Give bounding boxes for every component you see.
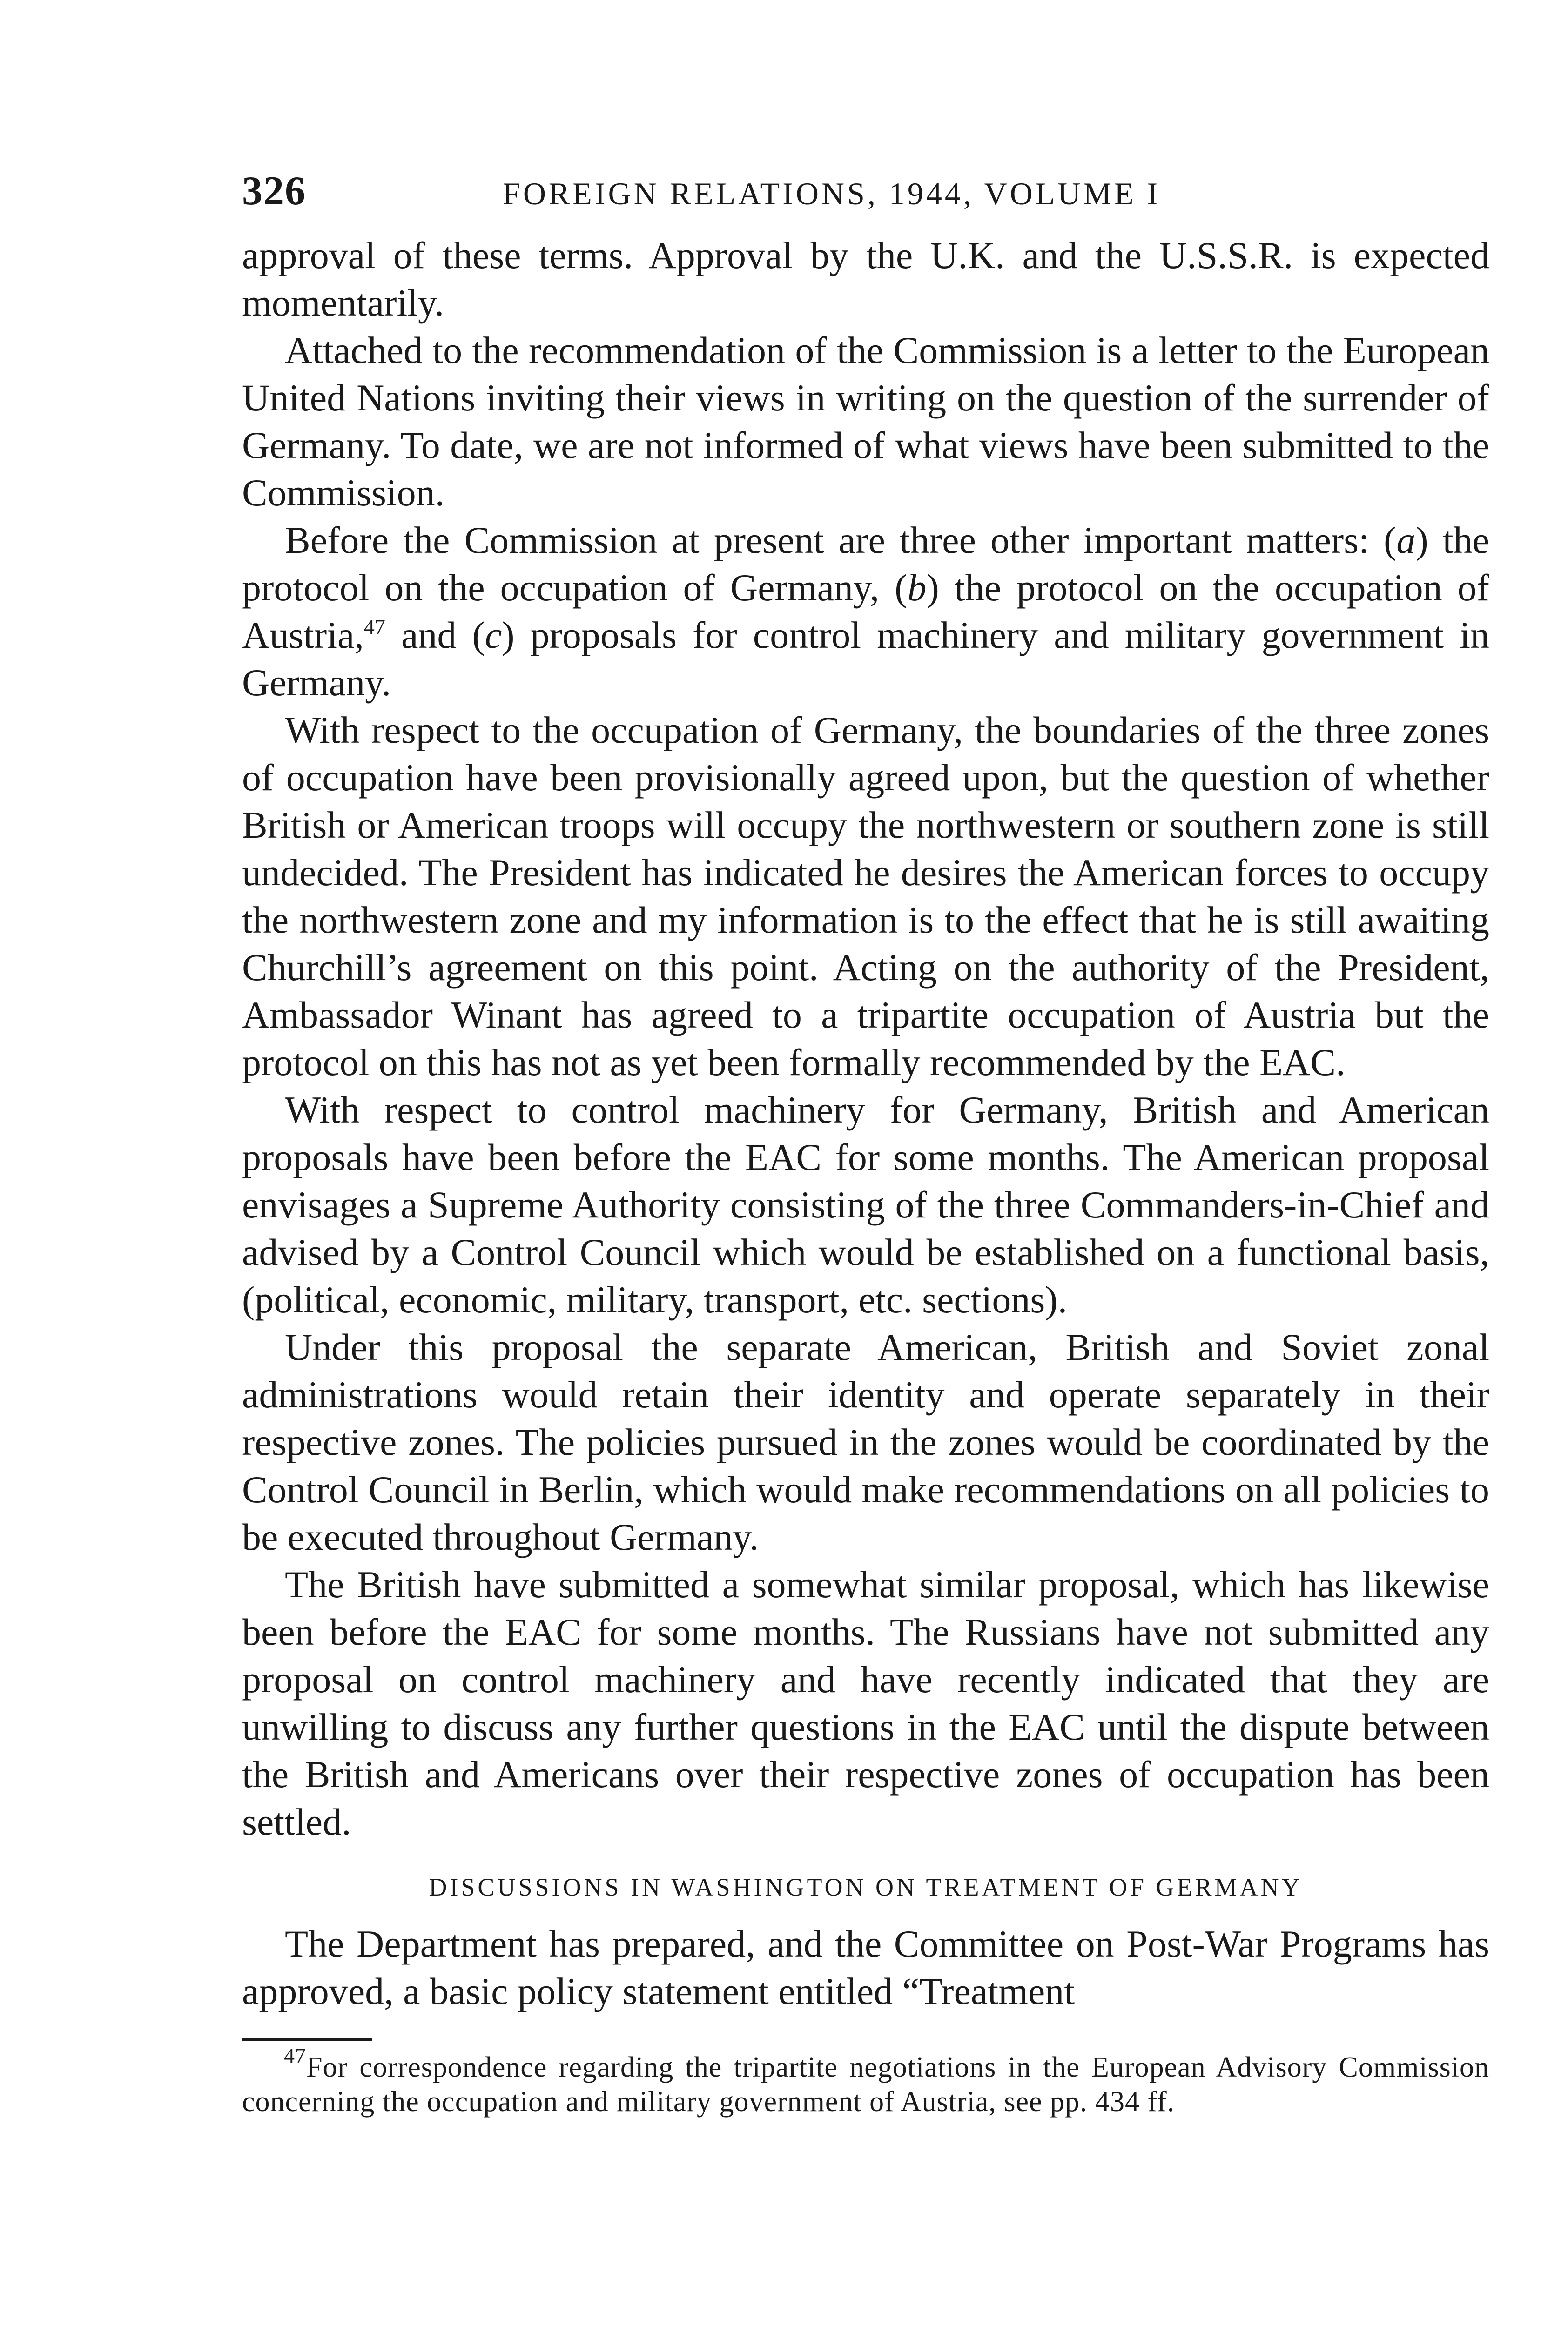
paragraph-policy-statement: The Department has prepared, and the Committee on Post-War Programs has approved, a basic policy statement entitled “Treatment [242,1923,1489,2012]
text-run: ) the protocol on the occupation of Austria, [242,566,1489,656]
text-run: and ( [385,614,485,656]
enum-a: a [1396,519,1416,561]
text-run: ) the protocol on the occupation of Germany, ( [242,519,1489,609]
running-title: FOREIGN RELATIONS, 1944, VOLUME I [503,176,1161,211]
running-head [242,168,1489,228]
footnote-marker: 47 [284,2044,306,2067]
page-number: 326 [242,168,306,214]
footnote-reference[interactable]: 47 [363,615,385,639]
body-text [242,232,1489,1846]
text-run: ) proposals for control machinery and military government in Germany. [242,614,1489,704]
paragraph-continued: approval of these terms. Approval by the U.K. and the U.S.S.R. is expected momentarily. [242,234,1489,324]
footnote [242,2044,1489,2119]
paragraph-british-proposal: The British have submitted a somewhat similar proposal, which has likewise been before the EAC for some months. The Russians have not submitted any proposal on control machinery and have recently indicated that they are unwilling to discuss any further questions in the EAC until the dispute between the British and Americans over their respective zones of occupation has been settled. [242,1563,1489,1843]
footnote-divider [242,2038,372,2041]
paragraph-control-machinery: With respect to control machinery for Germany, British and American proposals have been before the EAC for some months. The American proposal envisages a Supreme Authority consisting of the three Commanders-in-Chief and advised by a Control Council which would be established on a functional basis, (political, economic, military, transport, etc. sections). [242,1089,1489,1321]
text-run: Before the Commission at present are three other important matters: ( [285,519,1397,561]
paragraph-three-matters [242,517,1489,706]
section-body [242,1920,1489,2015]
section-heading: DISCUSSIONS IN WASHINGTON ON TREATMENT OF GERMANY [429,1873,1303,1901]
document-page [242,168,1489,2327]
enum-c: c [485,614,502,656]
footnote-text: For correspondence regarding the tripartite negotiations in the European Advisory Commission concerning the occupation and military government of Austria, see pp. 434 ff. [242,2051,1489,2118]
enum-b: b [907,566,927,609]
paragraph-occupation-germany: With respect to the occupation of Germany, the boundaries of the three zones of occupation have been provisionally agreed upon, but the question of whether British or American troops will occupy the northwestern or southern zone is still undecided. The President has indicated he desires the American forces to occupy the northwestern zone and my information is to the effect that he is still awaiting Churchill’s agreement on this point. Acting on the authority of the President, Ambassador Winant has agreed to a tripartite occupation of Austria but the protocol on this has not as yet been formally recommended by the EAC. [242,709,1489,1083]
paragraph-zonal-administrations: Under this proposal the separate American, British and Soviet zonal administrations would retain their identity and operate separately in their respective zones. The policies pursued in the zones would be coordinated by the Control Council in Berlin, which would make recommendations on all policies to be executed throughout Germany. [242,1326,1489,1558]
paragraph-attached-letter: Attached to the recommendation of the Commission is a letter to the European United Nations inviting their views in writing on the question of the surrender of Germany. To date, we are not informed of what views have been submitted to the Commission. [242,329,1489,514]
